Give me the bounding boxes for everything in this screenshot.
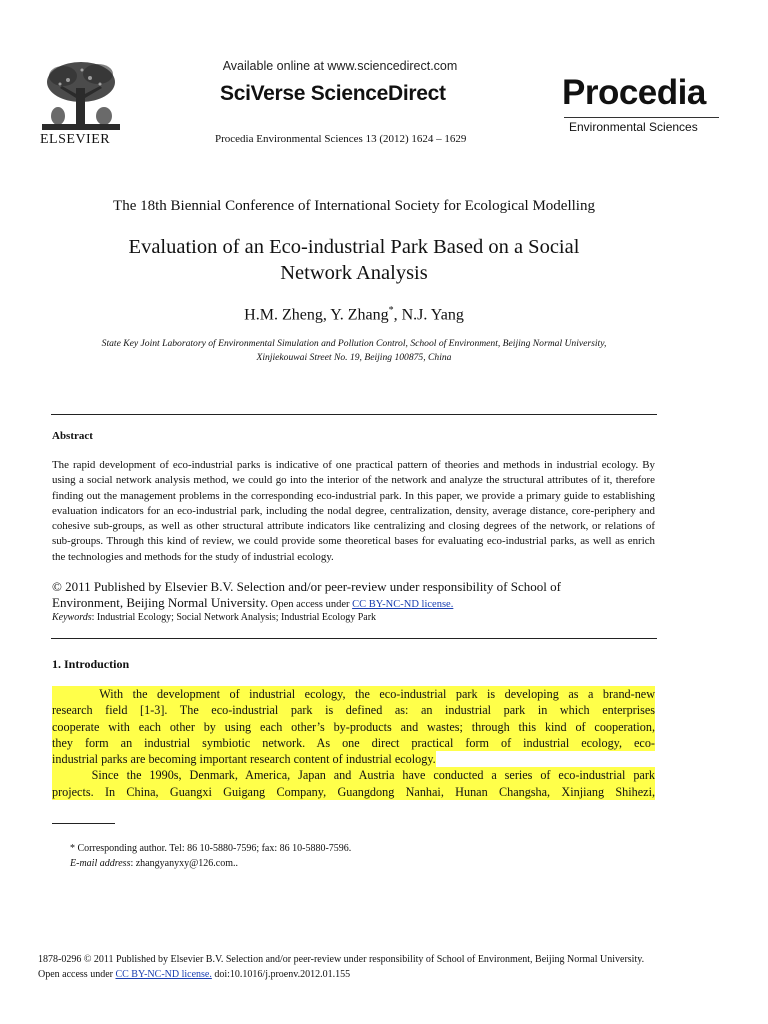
author-list — [0, 305, 708, 324]
page-footer — [38, 952, 718, 982]
authors-last: , N.J. Yang — [393, 306, 464, 324]
affiliation-line-2: Xinjiekouwai Street No. 19, Beijing 100875, China — [256, 352, 452, 363]
abstract-body: The rapid development of eco-industrial parks is indicative of one practical pattern of theories and methods in industrial ecology. By using a social network analysis method, we could go into the interior of the network and analyze the structural attributes of it, therefore finding out the management problems in the corresponding eco-industrial park. In this paper, we provide a primary guide to establishing evaluation indicators for an eco-industrial park, including the nodal degree, centralization, density, average distance, core-periphery and cohesive sub-groups, as well as other structural attribute indicators like centralizing and closing degrees of the network, or relations of sub-groups. Through this kind of review, we could provide some theoretical bases for evaluating eco-industrial parks, as well as enrich the technologies and methods for the study of industrial ecology. — [52, 459, 655, 563]
highlighted-line: projects. In China, Guangxi Guigang Company, Guangdong Nanhai, Hunan Changsha, Xinjiang Shihezi, — [52, 784, 655, 799]
paper-title-line-2: Network Analysis — [280, 262, 428, 284]
email-address: : zhangyanyxy@126.com.. — [130, 857, 238, 869]
highlighted-line: With the development of industrial ecology, the eco-industrial park is developing as a brand-new — [52, 687, 655, 701]
paper-title — [60, 234, 648, 286]
platform-name: SciVerse ScienceDirect — [220, 82, 446, 105]
open-access-text: Open access under — [268, 599, 353, 610]
introduction-body — [52, 686, 655, 800]
footer-doi: doi:10.1016/j.proenv.2012.01.155 — [211, 969, 351, 980]
conference-name: The 18th Biennial Conference of International Society for Ecological Modelling — [113, 198, 595, 214]
footnote-rule — [52, 823, 115, 824]
copyright-line-1: © 2011 Published by Elsevier B.V. Selection and/or peer-review under responsibility of School of — [52, 579, 561, 594]
license-link[interactable]: CC BY-NC-ND license. — [352, 599, 454, 610]
affiliation-line-1: State Key Joint Laboratory of Environmental Simulation and Pollution Control, School of Environment, Beijing Normal University, — [101, 338, 607, 349]
journal-brand-divider — [564, 117, 719, 118]
abstract-bottom-rule — [51, 638, 657, 639]
highlighted-line: they form an industrial symbiotic network. As one direct practical form of industrial ecology, eco- — [52, 735, 655, 750]
keywords-list: : Industrial Ecology; Social Network Analysis; Industrial Ecology Park — [91, 612, 377, 623]
footer-open-access: Open access under — [38, 969, 116, 980]
footer-copyright: 1878-0296 © 2011 Published by Elsevier B.V. Selection and/or peer-review under responsibility of School of Environment, Beijing Normal University. — [38, 954, 645, 965]
highlighted-line: industrial parks are becoming important research content of industrial ecology. — [52, 752, 436, 767]
copyright-line-2: Environment, Beijing Normal University. — [52, 595, 269, 610]
paper-title-line-1: Evaluation of an Eco-industrial Park Based on a Social — [128, 236, 580, 258]
abstract-heading: Abstract — [52, 430, 93, 442]
journal-brand: Procedia — [562, 73, 706, 112]
copyright-notice — [52, 579, 662, 613]
journal-subtitle: Environmental Sciences — [569, 120, 698, 134]
available-online-text: Available online at www.sciencedirect.com — [222, 59, 458, 73]
keywords-label: Keywords — [52, 612, 92, 623]
journal-citation: Procedia Environmental Sciences 13 (2012) 1624 – 1629 — [215, 133, 467, 145]
highlighted-line: cooperate with each other by using each other’s by-products and wastes; through this kind of cooperation, — [52, 719, 655, 734]
section-heading-introduction: 1. Introduction — [52, 657, 130, 671]
abstract-top-rule — [51, 414, 657, 415]
email-label: E-mail address — [70, 857, 131, 869]
corresponding-author-note: * Corresponding author. Tel: 86 10-5880-7596; fax: 86 10-5880-7596. — [70, 843, 352, 854]
affiliation — [40, 337, 668, 365]
highlighted-line: Since the 1990s, Denmark, America, Japan and Austria have conducted a series of eco-industrial park — [52, 768, 655, 783]
footer-license-link[interactable]: CC BY-NC-ND license. — [115, 969, 212, 980]
keywords — [52, 612, 376, 623]
corresponding-mark: * — [388, 305, 394, 316]
highlighted-line: research field [1-3]. The eco-industrial park is defined as: an industrial park in which enterprises — [52, 703, 655, 718]
publisher-name: ELSEVIER — [40, 132, 111, 147]
footnote — [70, 842, 351, 871]
authors-first: H.M. Zheng, Y. Zhang — [244, 306, 389, 324]
